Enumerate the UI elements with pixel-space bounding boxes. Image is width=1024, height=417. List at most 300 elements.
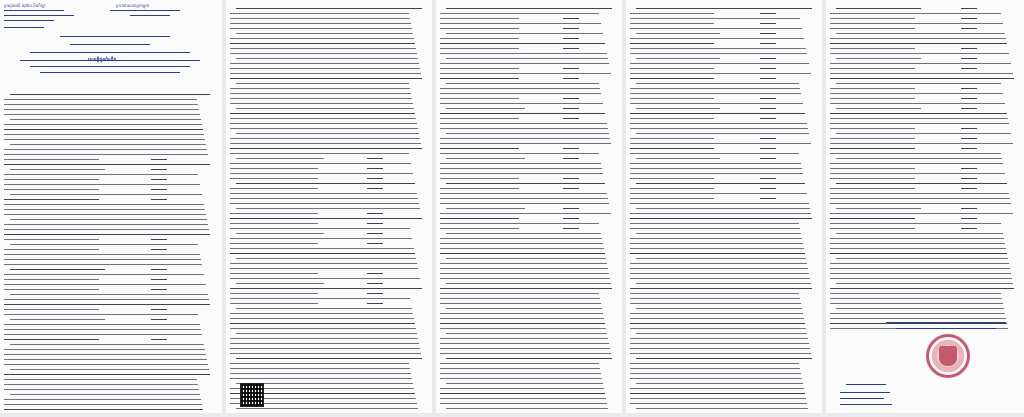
- text-line: [230, 203, 419, 204]
- text-line: [830, 268, 1010, 269]
- text-line: [440, 198, 608, 199]
- text-line: [4, 324, 200, 325]
- text-line: [830, 323, 1007, 324]
- text-line-value: [563, 78, 579, 79]
- text-line: [440, 338, 608, 339]
- text-line: [630, 63, 809, 64]
- text-line: [4, 159, 99, 160]
- official-seal-stamp: [926, 334, 970, 378]
- text-line: [630, 218, 812, 219]
- text-line-value: [760, 198, 776, 199]
- text-line: [440, 248, 604, 249]
- text-line: [230, 373, 411, 374]
- text-line: [4, 109, 199, 110]
- text-line: [4, 399, 201, 400]
- text-line: [10, 294, 208, 295]
- text-line: [440, 318, 604, 319]
- text-line: [10, 319, 105, 320]
- text-line: [4, 184, 200, 185]
- text-line: [10, 244, 198, 245]
- text-line: [230, 213, 318, 214]
- text-line: [440, 368, 600, 369]
- text-line: [830, 13, 1001, 14]
- header-line: [60, 36, 170, 37]
- text-line: [230, 163, 411, 164]
- text-line: [440, 98, 519, 99]
- text-line-value: [563, 98, 579, 99]
- text-line-value: [760, 13, 776, 14]
- text-line: [836, 58, 921, 59]
- text-line: [4, 384, 198, 385]
- text-line: [630, 318, 804, 319]
- text-line: [446, 358, 612, 359]
- text-line: [630, 143, 811, 144]
- text-line: [10, 344, 204, 345]
- text-line: [230, 193, 417, 194]
- text-line-value: [760, 178, 776, 179]
- text-line: [830, 148, 915, 149]
- text-line: [440, 188, 519, 189]
- text-line: [830, 238, 1004, 239]
- text-line: [230, 168, 318, 169]
- kingdom-header: ព្រះរាជាណាចក្រកម្ពុជា: [116, 3, 150, 8]
- text-line-value: [961, 148, 977, 149]
- text-line: [830, 153, 1001, 154]
- text-line: [630, 148, 714, 149]
- text-line: [230, 353, 421, 354]
- text-line-value: [367, 188, 383, 189]
- text-line: [830, 138, 915, 139]
- text-line: [630, 123, 807, 124]
- text-line: [230, 278, 420, 279]
- signature-line: [840, 392, 890, 393]
- text-line: [636, 258, 806, 259]
- text-line: [230, 73, 421, 74]
- text-line: [636, 108, 720, 109]
- text-line: [440, 113, 605, 114]
- header-line: [20, 60, 200, 61]
- text-line: [4, 129, 203, 130]
- header-line: [4, 10, 64, 11]
- text-line: [446, 83, 599, 84]
- text-line: [4, 189, 99, 190]
- text-line-value: [563, 68, 579, 69]
- text-line: [236, 233, 324, 234]
- signature-line: [886, 322, 1006, 323]
- text-line: [446, 408, 608, 409]
- signature-line: [840, 404, 892, 405]
- text-line: [830, 228, 915, 229]
- text-line: [440, 53, 607, 54]
- text-line: [440, 398, 606, 399]
- text-line-value: [760, 158, 776, 159]
- document-page-2: [226, 0, 432, 413]
- text-line: [440, 173, 603, 174]
- text-line: [446, 283, 611, 284]
- text-line: [830, 248, 1006, 249]
- text-line: [236, 183, 415, 184]
- text-line: [440, 393, 605, 394]
- text-line: [630, 168, 802, 169]
- text-line-value: [563, 108, 579, 109]
- text-line-value: [961, 18, 977, 19]
- text-line: [630, 18, 800, 19]
- text-line: [4, 199, 99, 200]
- text-line: [630, 188, 714, 189]
- text-line: [230, 293, 318, 294]
- text-line-value: [760, 58, 776, 59]
- text-line: [4, 259, 201, 260]
- text-line: [440, 268, 608, 269]
- text-line: [830, 303, 1003, 304]
- text-line: [830, 178, 915, 179]
- text-line-value: [760, 108, 776, 109]
- text-line: [630, 138, 714, 139]
- text-line: [446, 383, 603, 384]
- text-line: [630, 198, 714, 199]
- text-line: [630, 193, 807, 194]
- text-line: [830, 273, 1011, 274]
- text-line-value: [563, 148, 579, 149]
- text-line: [4, 349, 205, 350]
- text-line: [440, 348, 610, 349]
- text-line: [446, 208, 525, 209]
- text-line: [440, 303, 601, 304]
- text-line-value: [151, 189, 167, 190]
- text-line: [230, 378, 412, 379]
- text-line-value: [563, 18, 579, 19]
- text-line: [440, 78, 519, 79]
- text-line: [630, 53, 807, 54]
- text-line: [446, 233, 601, 234]
- text-line: [440, 63, 609, 64]
- text-line: [440, 38, 519, 39]
- text-line: [440, 388, 604, 389]
- text-line: [830, 38, 1006, 39]
- text-line: [630, 153, 799, 154]
- text-line-value: [563, 178, 579, 179]
- text-line: [10, 119, 201, 120]
- text-line-value: [961, 208, 977, 209]
- text-line: [230, 23, 411, 24]
- text-line: [236, 283, 324, 284]
- text-line: [4, 254, 200, 255]
- text-line: [630, 38, 804, 39]
- text-line: [830, 243, 1005, 244]
- text-line: [440, 138, 610, 139]
- text-line-value: [760, 23, 776, 24]
- text-line: [10, 169, 105, 170]
- text-line: [446, 133, 609, 134]
- text-line-value: [961, 98, 977, 99]
- text-line: [4, 374, 210, 375]
- text-line: [830, 43, 1007, 44]
- document-page-4: [626, 0, 822, 413]
- text-line: [4, 124, 202, 125]
- text-line-value: [760, 188, 776, 189]
- text-line: [230, 303, 318, 304]
- text-line: [630, 113, 805, 114]
- text-line: [4, 354, 206, 355]
- text-line-value: [961, 108, 977, 109]
- text-line: [440, 218, 519, 219]
- text-line: [830, 63, 1011, 64]
- text-line: [230, 118, 416, 119]
- text-line: [630, 178, 714, 179]
- document-page-1: [0, 0, 222, 413]
- text-line: [230, 143, 421, 144]
- text-line-value: [367, 223, 383, 224]
- text-line: [230, 228, 410, 229]
- text-line: [230, 198, 418, 199]
- text-line: [230, 173, 413, 174]
- text-line: [230, 253, 415, 254]
- text-line: [830, 88, 915, 89]
- text-line: [836, 158, 1002, 159]
- signature-line: [840, 398, 884, 399]
- text-line: [636, 33, 720, 34]
- text-line: [630, 48, 806, 49]
- text-line-value: [367, 158, 383, 159]
- text-line: [630, 43, 714, 44]
- text-line: [236, 258, 416, 259]
- text-line: [4, 404, 202, 405]
- text-line: [830, 23, 1003, 24]
- text-line: [4, 204, 204, 205]
- text-line: [830, 18, 915, 19]
- text-line-value: [367, 168, 383, 169]
- text-line: [630, 238, 802, 239]
- text-line: [440, 43, 605, 44]
- text-line-value: [760, 33, 776, 34]
- text-line: [230, 238, 412, 239]
- text-line: [830, 93, 1003, 94]
- text-line-value: [367, 213, 383, 214]
- text-line: [630, 273, 809, 274]
- text-line: [440, 193, 607, 194]
- text-line: [830, 53, 1009, 54]
- text-line-value: [151, 169, 167, 170]
- text-line-value: [367, 273, 383, 274]
- text-line: [440, 28, 519, 29]
- text-line: [440, 328, 606, 329]
- text-line: [830, 168, 915, 169]
- text-line: [230, 243, 318, 244]
- header-line: [4, 27, 44, 28]
- text-line: [830, 198, 1010, 199]
- text-line: [440, 243, 603, 244]
- text-line: [636, 158, 720, 159]
- text-line: [830, 193, 1009, 194]
- text-line-value: [961, 168, 977, 169]
- text-line: [230, 38, 414, 39]
- text-line: [236, 133, 419, 134]
- text-line: [630, 338, 808, 339]
- text-line: [440, 263, 607, 264]
- text-line-value: [563, 118, 579, 119]
- text-line-value: [760, 118, 776, 119]
- text-line: [230, 318, 414, 319]
- text-line: [830, 128, 915, 129]
- text-line-value: [563, 218, 579, 219]
- text-line: [4, 264, 202, 265]
- text-line: [4, 334, 202, 335]
- text-line: [230, 218, 422, 219]
- text-line: [4, 214, 206, 215]
- text-line-value: [563, 38, 579, 39]
- text-line: [836, 258, 1008, 259]
- text-line: [440, 353, 611, 354]
- text-line-value: [563, 208, 579, 209]
- text-line: [10, 394, 200, 395]
- text-line-value: [563, 48, 579, 49]
- text-line: [4, 409, 203, 410]
- text-line: [440, 298, 600, 299]
- text-line: [230, 48, 416, 49]
- text-line: [630, 128, 808, 129]
- text-line-value: [367, 233, 383, 234]
- text-line-value: [151, 319, 167, 320]
- text-line: [440, 343, 609, 344]
- text-line: [830, 103, 1005, 104]
- text-line: [630, 323, 805, 324]
- text-line: [4, 289, 99, 290]
- text-line: [830, 188, 915, 189]
- text-line: [830, 48, 915, 49]
- text-line: [636, 8, 812, 9]
- text-line: [630, 253, 805, 254]
- text-line: [830, 288, 1014, 289]
- text-line: [830, 163, 1003, 164]
- text-line: [830, 278, 1012, 279]
- text-line: [440, 88, 600, 89]
- text-line: [630, 393, 805, 394]
- text-line: [630, 93, 801, 94]
- text-line: [4, 154, 208, 155]
- text-line: [440, 143, 611, 144]
- text-line: [230, 113, 415, 114]
- text-line-value: [151, 269, 167, 270]
- text-line: [4, 139, 205, 140]
- text-line-value: [367, 293, 383, 294]
- text-line-value: [151, 239, 167, 240]
- text-line: [630, 303, 801, 304]
- text-line: [630, 328, 806, 329]
- text-line: [440, 13, 599, 14]
- text-line: [636, 133, 809, 134]
- text-line: [630, 103, 803, 104]
- text-line: [830, 98, 915, 99]
- text-line: [830, 213, 1013, 214]
- text-line: [830, 118, 1008, 119]
- text-line: [230, 268, 418, 269]
- text-line: [4, 249, 99, 250]
- text-line-value: [151, 199, 167, 200]
- text-line: [230, 363, 409, 364]
- text-line: [4, 314, 198, 315]
- text-line: [230, 263, 417, 264]
- text-line: [4, 364, 208, 365]
- text-line-value: [760, 98, 776, 99]
- text-line: [4, 229, 209, 230]
- text-line: [230, 328, 416, 329]
- text-line: [440, 148, 519, 149]
- text-line: [630, 378, 802, 379]
- text-line: [230, 323, 415, 324]
- text-line: [230, 148, 422, 149]
- text-line-value: [151, 309, 167, 310]
- text-line: [4, 99, 197, 100]
- text-line: [10, 369, 209, 370]
- text-line: [230, 343, 419, 344]
- text-line-value: [961, 228, 977, 229]
- text-line: [836, 208, 921, 209]
- text-line-value: [367, 283, 383, 284]
- text-line: [4, 359, 207, 360]
- text-line: [440, 48, 519, 49]
- text-line-value: [563, 188, 579, 189]
- text-line: [440, 103, 603, 104]
- text-line: [630, 348, 810, 349]
- text-line: [4, 284, 206, 285]
- text-line: [440, 93, 601, 94]
- text-line: [630, 293, 799, 294]
- text-line: [440, 203, 609, 204]
- text-line: [830, 123, 1009, 124]
- text-line: [440, 278, 610, 279]
- text-line: [10, 219, 207, 220]
- text-line: [236, 8, 422, 9]
- text-line: [836, 33, 1005, 34]
- text-line: [4, 104, 198, 105]
- text-line-value: [961, 58, 977, 59]
- text-line-value: [151, 289, 167, 290]
- text-line: [636, 58, 720, 59]
- text-line: [4, 209, 205, 210]
- text-line-value: [961, 68, 977, 69]
- text-line-value: [961, 28, 977, 29]
- text-line: [630, 28, 802, 29]
- text-line: [446, 258, 606, 259]
- text-line: [440, 153, 599, 154]
- text-line-value: [961, 138, 977, 139]
- text-line: [446, 108, 525, 109]
- text-line: [836, 308, 1004, 309]
- text-line: [630, 228, 800, 229]
- text-line: [636, 358, 812, 359]
- text-line: [4, 379, 197, 380]
- text-line: [630, 373, 801, 374]
- text-line: [230, 68, 420, 69]
- text-line: [236, 33, 413, 34]
- text-line: [4, 309, 99, 310]
- text-line: [830, 28, 915, 29]
- text-line: [446, 8, 612, 9]
- text-line: [4, 164, 210, 165]
- text-line: [230, 63, 419, 64]
- text-line: [836, 283, 1013, 284]
- text-line: [230, 128, 418, 129]
- text-line: [230, 368, 410, 369]
- text-line: [236, 108, 414, 109]
- text-line: [230, 178, 318, 179]
- header-line: [70, 44, 150, 45]
- text-line: [630, 98, 714, 99]
- document-page-3: [436, 0, 622, 413]
- text-line: [236, 208, 420, 209]
- text-line: [4, 174, 198, 175]
- text-line: [630, 203, 809, 204]
